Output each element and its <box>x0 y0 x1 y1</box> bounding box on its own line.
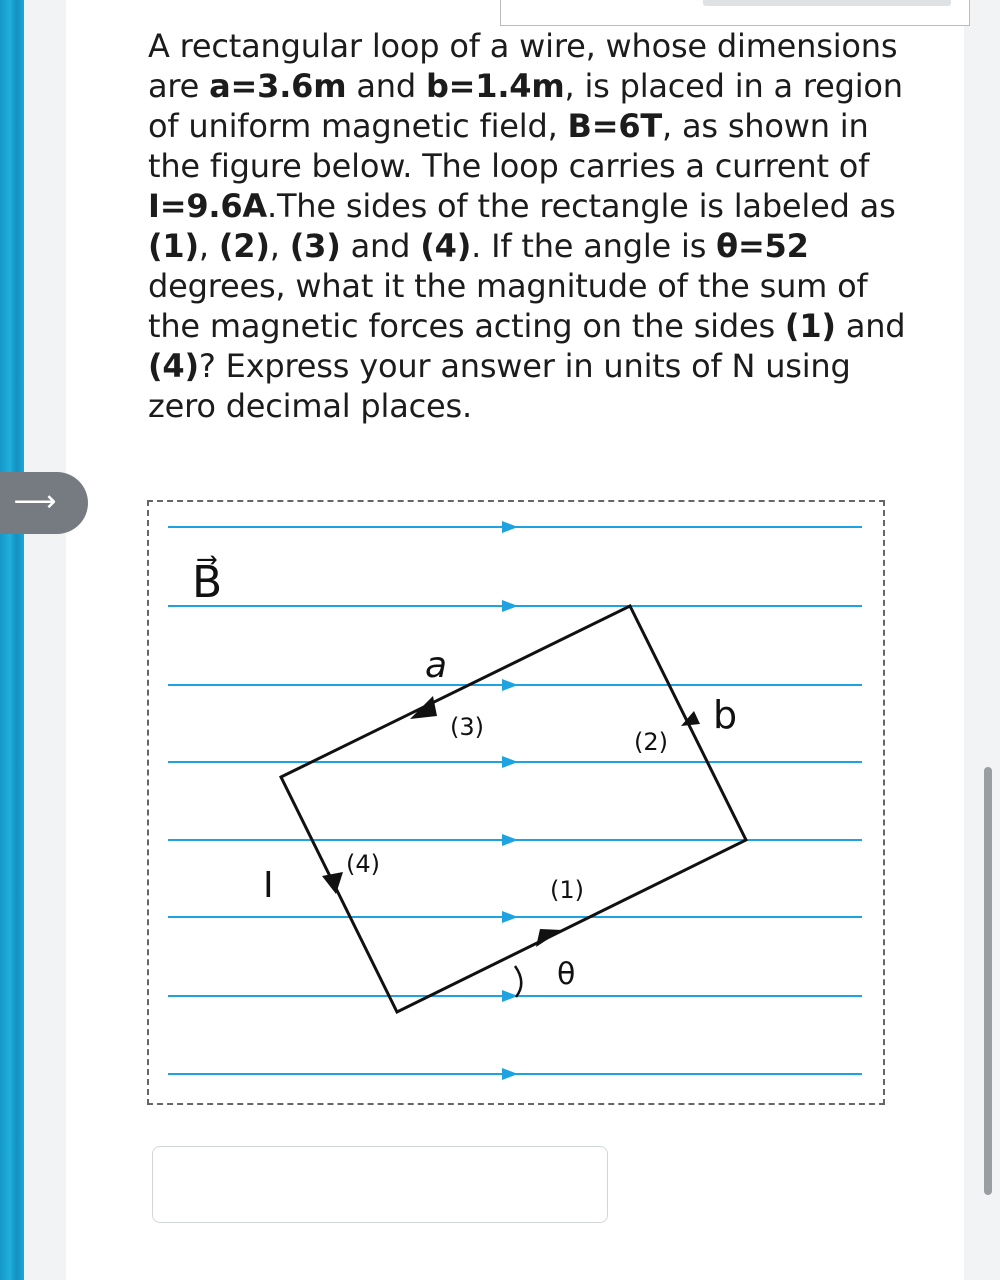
question-and: and <box>346 67 426 105</box>
field-arrow-icon <box>502 911 518 923</box>
angle-label: θ <box>557 957 576 992</box>
field-label: B⃗ <box>192 557 223 608</box>
side-1-ref: (1) <box>148 227 199 265</box>
field-arrow-icon <box>502 834 518 846</box>
field-arrow-icon <box>502 756 518 768</box>
question-ending: ? Express your answer in units of N using zero decimal places. <box>148 347 851 425</box>
side-2-ref: (2) <box>218 227 270 265</box>
a-value: a=3.6m <box>209 67 347 105</box>
field-arrow-icon <box>502 521 518 533</box>
question-fragment: , is placed in a region of uniform magnetic field, <box>148 67 903 145</box>
current-arrow-side-4 <box>322 872 343 894</box>
side-4-label: (4) <box>346 850 380 878</box>
scrollbar-thumb[interactable] <box>984 767 992 1195</box>
magnetic-field-lines <box>168 521 862 1080</box>
current-arrow-side-3 <box>410 696 437 719</box>
current-arrow-side-1 <box>536 929 562 947</box>
question-fragment: , as shown in the figure below. The loop carries a current of <box>148 107 870 185</box>
side-a-label: a <box>425 645 448 686</box>
side-3-ref: (3) <box>289 227 341 265</box>
field-arrow-icon <box>502 679 518 691</box>
side-1-label: (1) <box>550 876 584 904</box>
question-fragment: .The sides of the rectangle is labeled as <box>266 187 896 225</box>
side-3-label: (3) <box>450 713 484 741</box>
side-b-label: b <box>713 693 738 737</box>
side-1-ref: (1) <box>784 307 836 345</box>
theta-value: θ=52 <box>716 227 809 265</box>
current-value: I=9.6A <box>148 187 267 225</box>
b-value: b=1.4m <box>425 67 565 105</box>
question-fragment: and <box>835 307 906 345</box>
question-fragment: , <box>198 227 219 265</box>
question-fragment: and <box>340 227 421 265</box>
field-arrow-icon <box>502 600 518 612</box>
answer-input[interactable] <box>152 1146 608 1223</box>
angle-arc <box>515 966 521 997</box>
question-intro: A rectangular loop of a wire, whose dimensions are <box>148 27 898 105</box>
current-label: I <box>263 865 274 906</box>
question-fragment: . If the angle is <box>471 227 717 265</box>
side-4-ref: (4) <box>148 347 199 385</box>
question-fragment: degrees, what it the magnitude of the sum of the magnetic forces acting on the sides <box>148 267 868 345</box>
wire-loop <box>281 606 746 1012</box>
side-4-ref: (4) <box>420 227 472 265</box>
arrow-right-icon: ⟶ <box>13 484 57 519</box>
question-fragment: , <box>269 227 290 265</box>
side-2-label: (2) <box>634 728 668 756</box>
field-value: B=6T <box>567 107 663 145</box>
field-arrow-icon <box>502 1068 518 1080</box>
